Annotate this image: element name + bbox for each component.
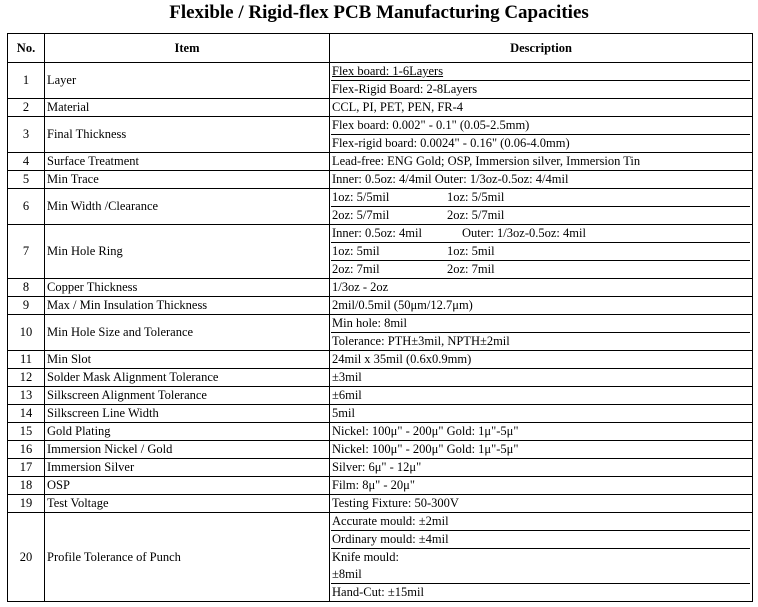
table-body [8, 63, 753, 602]
table-row [8, 513, 753, 602]
row-description [330, 117, 753, 153]
description-line: Inner: 0.5oz: 4/4mil Outer: 1/3oz-0.5oz: 4/4mil [332, 172, 569, 186]
row-item: Immersion Nickel / Gold [45, 441, 330, 459]
description-line: Lead-free: ENG Gold; OSP, Immersion silver, Immersion Tin [332, 154, 641, 168]
table-row [8, 423, 753, 441]
description-left: 1oz: 5mil [332, 244, 380, 258]
description-line: Min hole: 8mil [332, 316, 407, 330]
row-item: Layer [45, 63, 330, 99]
description-line: Testing Fixture: 50-300V [332, 496, 459, 510]
row-number: 2 [8, 99, 45, 117]
row-description [330, 279, 753, 297]
description-left: 2oz: 5/7mil [332, 208, 390, 222]
row-description [330, 441, 753, 459]
description-line: Nickel: 100μ" - 200μ" Gold: 1μ"-5μ" [332, 424, 519, 438]
description-line [331, 242, 750, 260]
table-row [8, 351, 753, 369]
row-number: 15 [8, 423, 45, 441]
row-item: Silkscreen Line Width [45, 405, 330, 423]
row-item: Min Hole Ring [45, 225, 330, 279]
description-block [331, 530, 750, 548]
row-number: 10 [8, 315, 45, 351]
row-item: Min Hole Size and Tolerance [45, 315, 330, 351]
row-description [330, 171, 753, 189]
row-description [330, 405, 753, 423]
header-item: Item [45, 34, 330, 63]
description-line: Tolerance: PTH±3mil, NPTH±2mil [331, 332, 750, 350]
description-line: ±8mil [332, 567, 362, 581]
description-line: 24mil x 35mil (0.6x0.9mm) [332, 352, 472, 366]
table-row [8, 297, 753, 315]
header-no: No. [8, 34, 45, 63]
row-number: 5 [8, 171, 45, 189]
table-row [8, 387, 753, 405]
table-row [8, 405, 753, 423]
description-line [331, 225, 750, 242]
row-description [330, 297, 753, 315]
description-left: Inner: 0.5oz: 4mil [332, 226, 422, 240]
table-row [8, 459, 753, 477]
table-row [8, 369, 753, 387]
table-row [8, 315, 753, 351]
row-number: 1 [8, 63, 45, 99]
description-line: Ordinary mould: ±4mil [331, 530, 750, 548]
description-line: ±6mil [332, 388, 362, 402]
table-row [8, 153, 753, 171]
description-block [331, 548, 750, 583]
row-item: Min Trace [45, 171, 330, 189]
table-row [8, 477, 753, 495]
description-line: Film: 8μ" - 20μ" [332, 478, 415, 492]
table-row [8, 189, 753, 225]
table-row [8, 117, 753, 153]
row-number: 4 [8, 153, 45, 171]
description-line: Flex board: 0.002" - 0.1" (0.05-2.5mm) [332, 118, 530, 132]
row-description [330, 99, 753, 117]
row-number: 14 [8, 405, 45, 423]
description-right: Outer: 1/3oz-0.5oz: 4mil [462, 226, 586, 240]
description-right: 1oz: 5mil [447, 244, 495, 258]
description-line: Flex-rigid board: 0.0024" - 0.16" (0.06-4.0mm) [331, 134, 750, 152]
row-item: Test Voltage [45, 495, 330, 513]
description-line [331, 206, 750, 224]
row-description [330, 477, 753, 495]
description-line: Accurate mould: ±2mil [332, 514, 449, 528]
row-description [330, 369, 753, 387]
row-number: 16 [8, 441, 45, 459]
row-number: 7 [8, 225, 45, 279]
row-description [330, 423, 753, 441]
row-number: 8 [8, 279, 45, 297]
page-title: Flexible / Rigid-flex PCB Manufacturing Capacities [169, 2, 589, 23]
description-right: 1oz: 5/5mil [447, 190, 505, 204]
row-number: 13 [8, 387, 45, 405]
row-number: 20 [8, 513, 45, 602]
row-number: 6 [8, 189, 45, 225]
description-line [331, 260, 750, 278]
row-number: 19 [8, 495, 45, 513]
row-description [330, 459, 753, 477]
row-description [330, 351, 753, 369]
row-description [330, 189, 753, 225]
row-item: Final Thickness [45, 117, 330, 153]
row-item: Surface Treatment [45, 153, 330, 171]
row-description [330, 225, 753, 279]
row-item: Material [45, 99, 330, 117]
description-line: Knife mould: [331, 548, 750, 566]
row-number: 11 [8, 351, 45, 369]
description-line: Silver: 6μ" - 12μ" [332, 460, 422, 474]
row-number: 3 [8, 117, 45, 153]
row-description [330, 513, 753, 602]
description-left: 2oz: 7mil [332, 262, 380, 276]
description-line: 2mil/0.5mil (50μm/12.7μm) [332, 298, 473, 312]
description-line: Flex board: 1-6Layers [332, 64, 444, 78]
row-item: Silkscreen Alignment Tolerance [45, 387, 330, 405]
row-item: Min Width /Clearance [45, 189, 330, 225]
description-block [331, 513, 750, 530]
table-row [8, 279, 753, 297]
row-number: 12 [8, 369, 45, 387]
row-description [330, 495, 753, 513]
row-description [330, 63, 753, 99]
row-item: Immersion Silver [45, 459, 330, 477]
row-item: Copper Thickness [45, 279, 330, 297]
header-description: Description [330, 34, 753, 63]
row-number: 17 [8, 459, 45, 477]
description-line: CCL, PI, PET, PEN, FR-4 [332, 100, 464, 114]
row-item: Max / Min Insulation Thickness [45, 297, 330, 315]
description-line: 1/3oz - 2oz [332, 280, 389, 294]
description-right: 2oz: 7mil [447, 262, 495, 276]
row-item: Min Slot [45, 351, 330, 369]
row-description [330, 153, 753, 171]
description-line: Flex-Rigid Board: 2-8Layers [331, 80, 750, 98]
description-block [331, 583, 750, 601]
description-line: ±3mil [332, 370, 362, 384]
table-header-row [8, 34, 753, 63]
table-row [8, 225, 753, 279]
row-description [330, 387, 753, 405]
row-description [330, 315, 753, 351]
row-number: 9 [8, 297, 45, 315]
description-line: Hand-Cut: ±15mil [331, 583, 750, 601]
description-left: 1oz: 5/5mil [332, 190, 390, 204]
row-number: 18 [8, 477, 45, 495]
description-line [331, 189, 750, 206]
row-item: Solder Mask Alignment Tolerance [45, 369, 330, 387]
capacities-table [7, 33, 753, 602]
description-line: 5mil [332, 406, 355, 420]
description-right: 2oz: 5/7mil [447, 208, 505, 222]
table-row [8, 441, 753, 459]
table-row [8, 99, 753, 117]
row-item: Profile Tolerance of Punch [45, 513, 330, 602]
table-row [8, 63, 753, 99]
row-item: OSP [45, 477, 330, 495]
row-item: Gold Plating [45, 423, 330, 441]
description-line: Nickel: 100μ" - 200μ" Gold: 1μ"-5μ" [332, 442, 519, 456]
table-row [8, 495, 753, 513]
table-row [8, 171, 753, 189]
